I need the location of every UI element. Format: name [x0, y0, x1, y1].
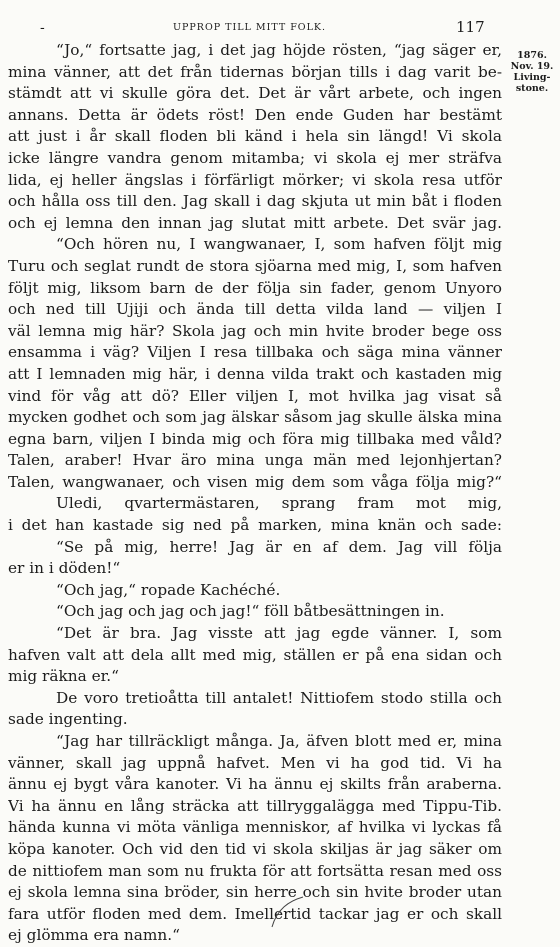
page-number: 117 — [456, 18, 485, 36]
text-line: vind för våg att dö? Eller viljen I, mot hvilka jag visat så — [8, 386, 502, 405]
text-line: ensamma i väg? Viljen I resa tillbaka och säga mina vänner — [8, 343, 502, 362]
margin-note-place-2: stone. — [515, 83, 549, 94]
text-line: att I lemnaden mig här, i denna vilda trakt och kastaden mig — [8, 364, 502, 383]
text-line: “Och jag,“ ropade Kachéché. — [56, 580, 281, 599]
text-line: Turu och seglat rundt de stora sjöarna med mig, I, som hafven — [8, 256, 502, 275]
margin-note-date: Nov. 19. — [510, 61, 554, 72]
page-header — [0, 18, 560, 38]
pen-stroke-mark — [263, 893, 323, 931]
text-line: stämdt att vi skulle göra det. Det är vårt arbete, och ingen — [8, 84, 502, 103]
text-line: egna barn, viljen I binda mig och föra mig tillbaka med våld? — [8, 429, 502, 448]
body-text — [8, 40, 502, 947]
text-line: och ej lemna den innan jag slutat mitt arbete. Det svär jag. — [8, 213, 502, 232]
margin-note — [507, 50, 557, 94]
text-line: “Det är bra. Jag visste att jag egde vänner. I, som — [56, 624, 502, 643]
text-line: hända kunna vi möta vänliga menniskor, af hvilka vi lyckas få — [8, 818, 502, 837]
text-line: “Och hören nu, I wangwanaer, I, som hafven följt mig — [56, 235, 502, 254]
text-line: Talen, wangwanaer, och visen mig dem som våga följa mig?“ — [8, 472, 502, 491]
text-line: Uledi, qvartermästaren, sprang fram mot mig, — [56, 494, 502, 513]
margin-note-year: 1876. — [517, 50, 547, 61]
text-line: hafven valt att dela allt med mig, ställen er på ena sidan och — [8, 645, 502, 664]
text-line: följt mig, liksom barn de der följa sin fader, genom Unyoro — [8, 278, 502, 297]
text-line: ej glömma era namn.“ — [8, 926, 180, 945]
text-line: annans. Detta är ödets röst! Den ende Guden har bestämt — [8, 105, 502, 124]
text-line: De voro tretioåtta till antalet! Nittiofem stodo stilla och — [56, 688, 502, 707]
text-line: väl lemna mig här? Skola jag och min hvite broder bege oss — [8, 321, 502, 340]
text-line: mina vänner, att det från tidernas början tills i dag varit be- — [8, 62, 502, 81]
text-line: lida, ej heller ängslas i förfärligt mörker; vi skola resa utför — [8, 170, 502, 189]
running-head: UPPROP TILL MITT FOLK. — [173, 22, 327, 33]
text-line: ännu ej bygt våra kanoter. Vi ha ännu ej skilts från araberna. — [8, 775, 502, 794]
text-line: “Och jag och jag och jag!“ föll båtbesättningen in. — [56, 602, 445, 621]
text-line: mig räkna er.“ — [8, 667, 119, 686]
header-dash: - — [40, 20, 45, 36]
text-line: fara utför floden med dem. Imellertid tackar jag er och skall — [8, 904, 502, 923]
text-line: er in i döden!“ — [8, 559, 121, 578]
text-line: och ned till Ujiji och ända till detta vilda land — viljen I — [8, 300, 502, 319]
margin-note-place-1: Living- — [513, 72, 551, 83]
text-line: att just i år skall floden bli känd i hela sin längd! Vi skola — [8, 127, 502, 146]
text-line: ej skola lemna sina bröder, sin herre och sin hvite broder utan — [8, 883, 502, 902]
text-line: vänner, skall jag uppnå hafvet. Men vi ha god tid. Vi ha — [8, 753, 502, 772]
text-line: köpa kanoter. Och vid den tid vi skola skiljas är jag säker om — [8, 839, 502, 858]
text-line: icke längre vandra genom mitamba; vi skola ej mer sträfva — [8, 148, 502, 167]
text-line: och hålla oss till den. Jag skall i dag skjuta ut min båt i floden — [8, 192, 502, 211]
text-line: Vi ha ännu en lång sträcka att tillryggalägga med Tippu-Tib. — [8, 796, 502, 815]
text-line: i det han kastade sig ned på marken, mina knän och sade: — [8, 516, 502, 535]
text-line: mycken godhet och som jag älskar såsom jag skulle älska mina — [8, 408, 502, 427]
text-line: “Jo,“ fortsatte jag, i det jag höjde rösten, “jag säger er, — [56, 41, 502, 59]
text-line: “Jag har tillräckligt många. Ja, äfven blott med er, mina — [56, 732, 502, 750]
text-line: “Se på mig, herre! Jag är en af dem. Jag vill följa — [56, 537, 502, 556]
text-line: sade ingenting. — [8, 710, 128, 729]
text-line: de nittiofem man som nu frukta för att fortsätta resan med oss — [8, 861, 502, 880]
text-line: Talen, araber! Hvar äro mina unga män med lejonhjertan? — [8, 451, 502, 470]
